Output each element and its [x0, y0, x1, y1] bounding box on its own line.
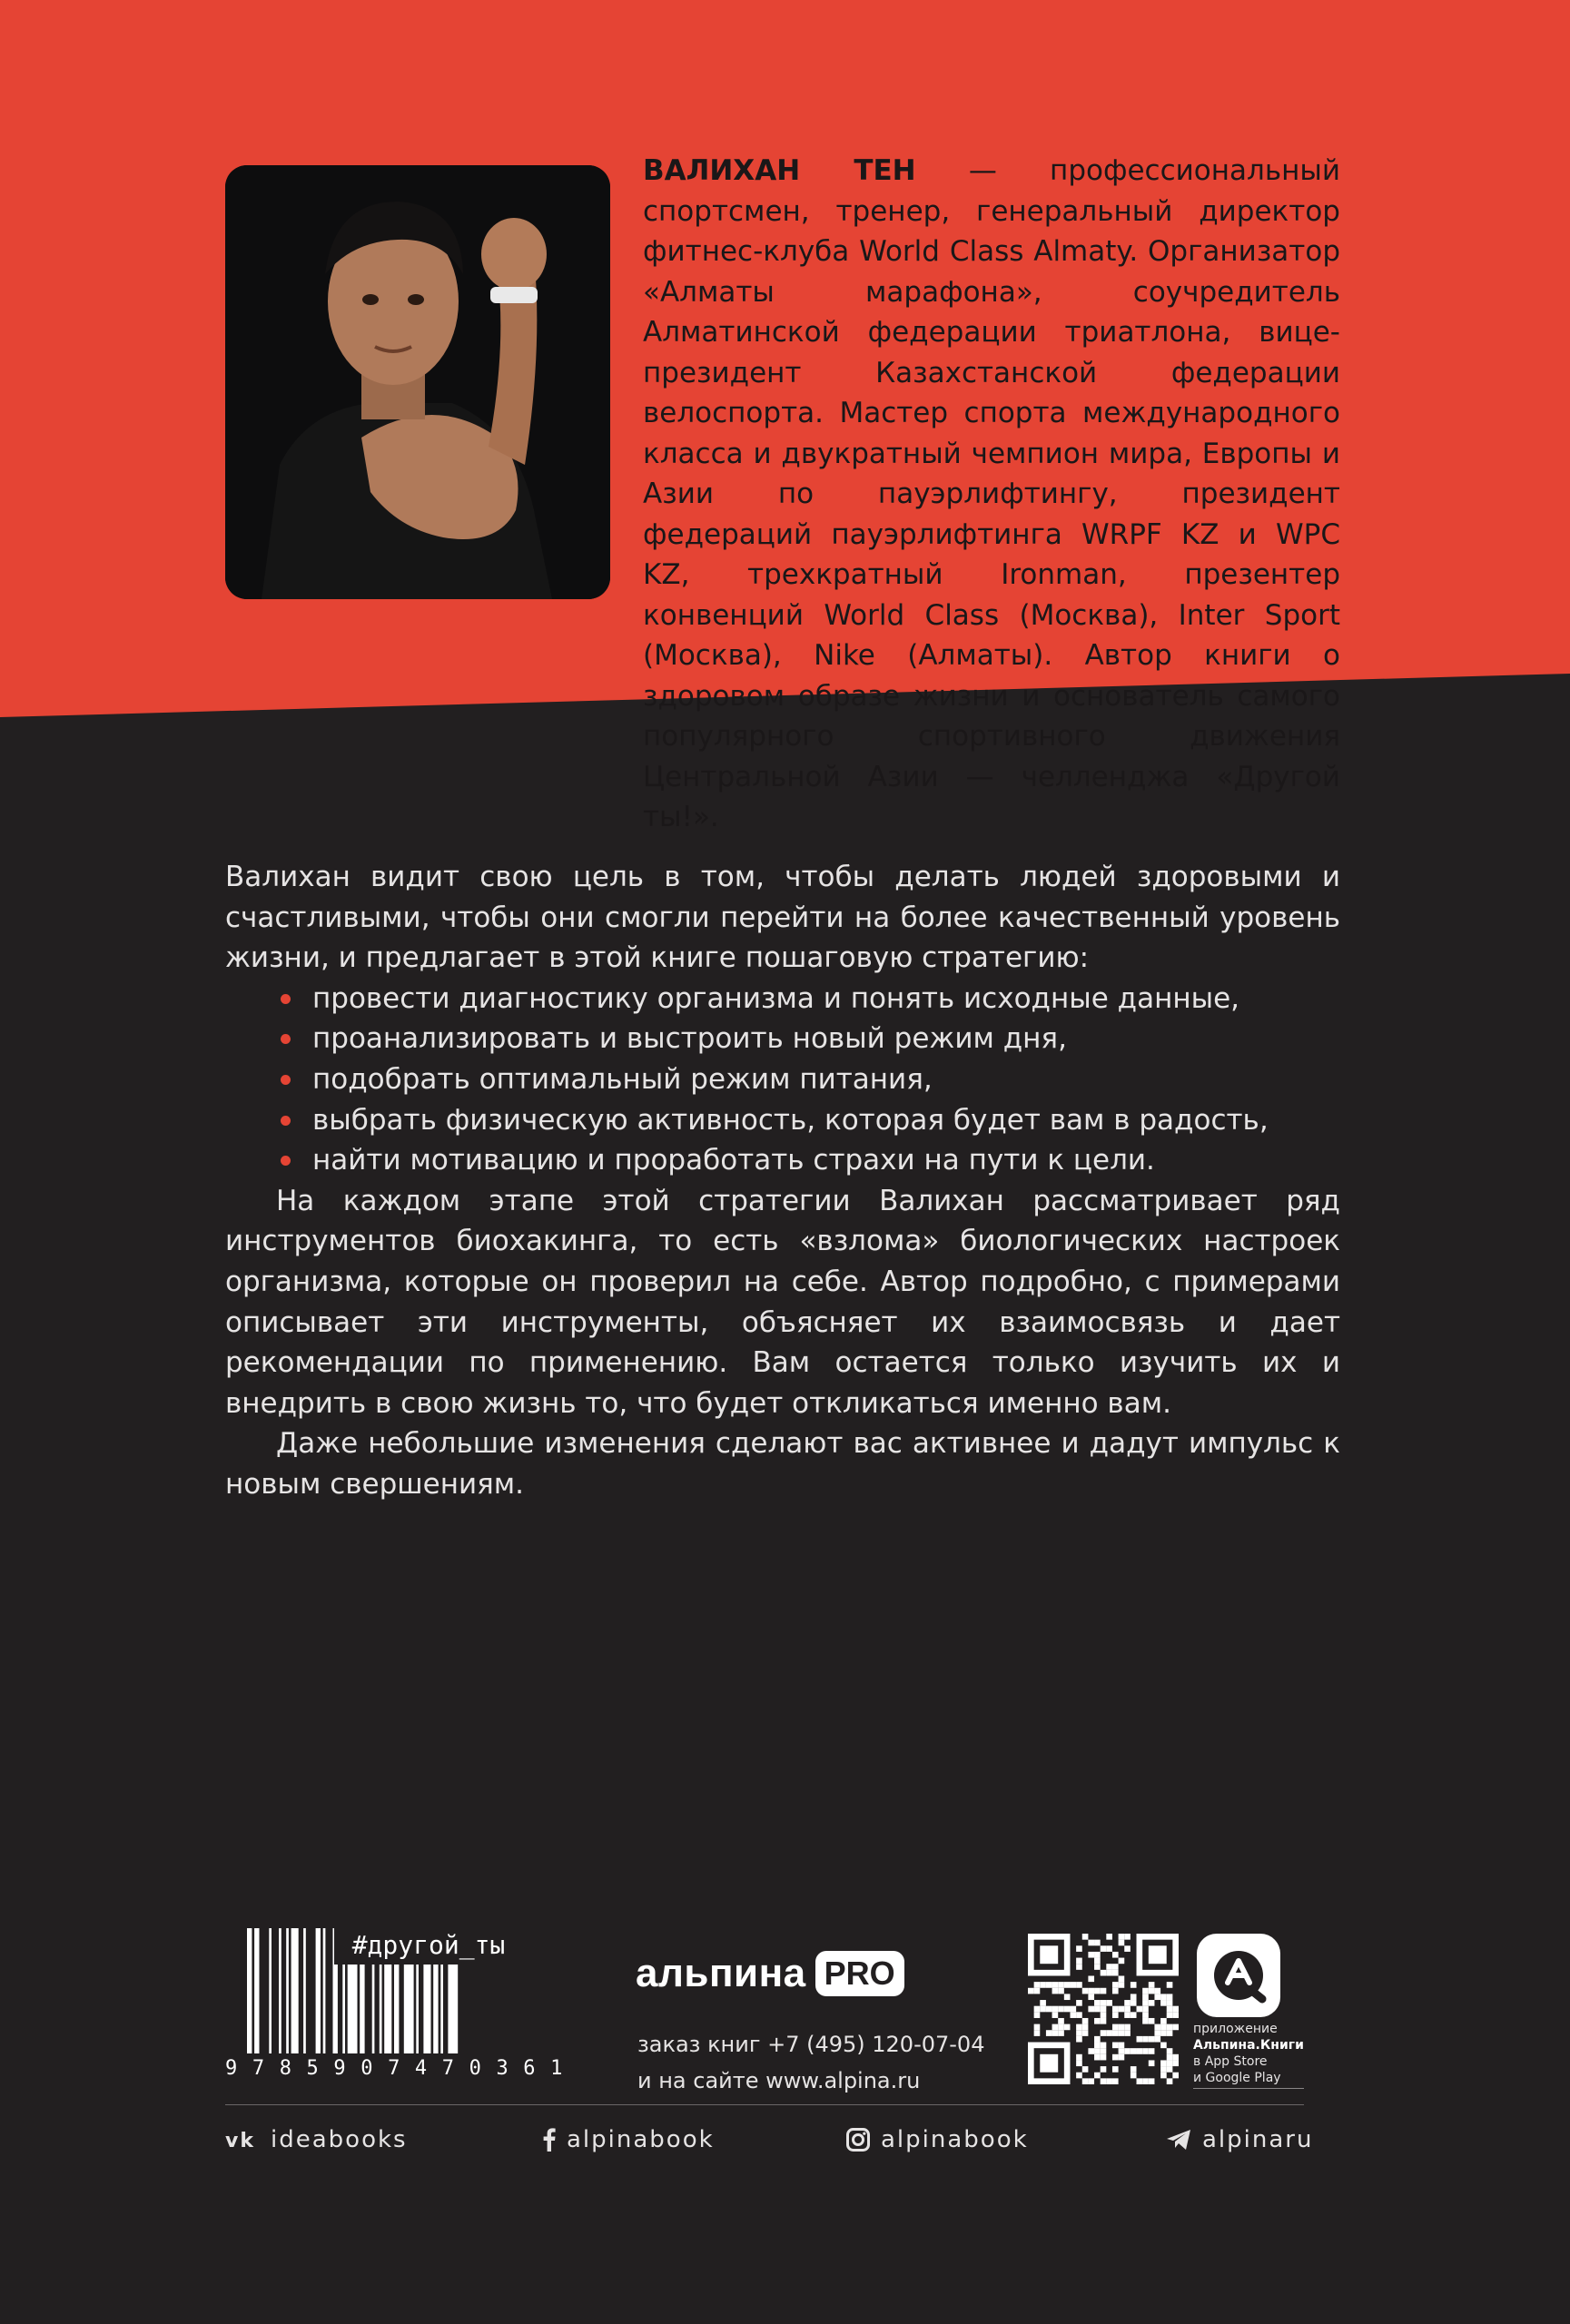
strategy-steps [225, 979, 1340, 1181]
list-item: выбрать физическую активность, которая будет вам в радость, [312, 1100, 1340, 1141]
list-item: провести диагностику организма и понять исходные данные, [312, 979, 1340, 1019]
vk-icon [225, 2129, 260, 2151]
social-handle: alpinabook [567, 2126, 715, 2153]
description-paragraph-3: Даже небольшие изменения сделают вас активнее и дадут импульс к новым свершениям. [225, 1427, 1340, 1501]
social-handle: ideabooks [271, 2126, 408, 2153]
publisher-badge: PRO [815, 1951, 904, 1996]
telegram-icon [1166, 2129, 1191, 2151]
hashtag-label: #другой_ты [334, 1926, 523, 1965]
alpina-app-icon [1197, 1934, 1280, 2017]
author-bio [643, 151, 1340, 838]
author-photo [225, 165, 610, 599]
social-instagram[interactable] [846, 2126, 1029, 2153]
divider [1193, 2088, 1304, 2089]
social-telegram[interactable] [1166, 2126, 1313, 2153]
social-facebook[interactable] [543, 2126, 715, 2153]
app-promo [1193, 2021, 1304, 2086]
author-bio-text: — профессиональный спортсмен, тренер, генеральный директор фитнес-клуба World Class Almaty. Организатор «Алматы марафона», соучредитель Алматинской федерации триатлона, вице-президент Казахстанской федерации велоспорта. Мастер спорта международного класса и двукратный чемпион мира, Европы и Азии по пауэрлифтингу, президент федераций пауэрлифтинга WRPF KZ и WPC KZ, трехкратный Ironman, презентер конвенций World Class (Москва), Inter Sport (Москва), Nike (Алматы). Автор книги о здоровом образе жизни и основатель самого популярного спортивного движения Центральной Азии — челленджа «Другой ты!». [643, 154, 1340, 833]
description-paragraph-2: На каждом этапе этой стратегии Валихан рассматривает ряд инструментов биохакинга, то есть «взлома» биологических настроек организма, которые он проверил на себе. Автор подробно, с примерами описывает эти инструменты, объясняет их взаимосвязь и дает рекомендации по применению. Вам остается только изучить их и внедрить в свою жизнь то, что будет откликаться именно вам. [225, 1184, 1340, 1420]
qr-code [1028, 1934, 1179, 2084]
app-promo-line: в App Store [1193, 2054, 1268, 2069]
isbn-number: 9785907470361 [225, 2057, 578, 2080]
book-description [225, 857, 1340, 1505]
order-info [637, 2026, 984, 2099]
description-intro: Валихан видит свою цель в том, чтобы делать людей здоровыми и счастливыми, чтобы они смогли перейти на более качественный уровень жизни, и предлагает в этой книге пошаговую стратегию: [225, 861, 1340, 975]
facebook-icon [543, 2128, 556, 2152]
list-item: найти мотивацию и проработать страхи на пути к цели. [312, 1140, 1340, 1181]
order-site: и на сайте www.alpina.ru [637, 2068, 921, 2093]
publisher-logo [636, 1948, 904, 1999]
list-item: подобрать оптимальный режим питания, [312, 1059, 1340, 1100]
author-name: ВАЛИХАН ТЕН [643, 154, 916, 187]
app-promo-line: приложение [1193, 2022, 1278, 2036]
app-name: Альпина.Книги [1193, 2038, 1304, 2053]
order-phone: заказ книг +7 (495) 120-07-04 [637, 2032, 985, 2057]
social-handle: alpinaru [1202, 2126, 1314, 2153]
instagram-icon [846, 2128, 870, 2152]
svg-text:vk: vk [225, 2130, 255, 2151]
publisher-name: альпина [636, 1951, 806, 1995]
social-vk[interactable] [225, 2126, 408, 2153]
divider [225, 2104, 1304, 2105]
app-promo-line: и Google Play [1193, 2071, 1281, 2085]
alpina-logo-icon [1197, 1934, 1280, 2017]
social-handle: alpinabook [881, 2126, 1029, 2153]
list-item: проанализировать и выстроить новый режим дня, [312, 1019, 1340, 1059]
